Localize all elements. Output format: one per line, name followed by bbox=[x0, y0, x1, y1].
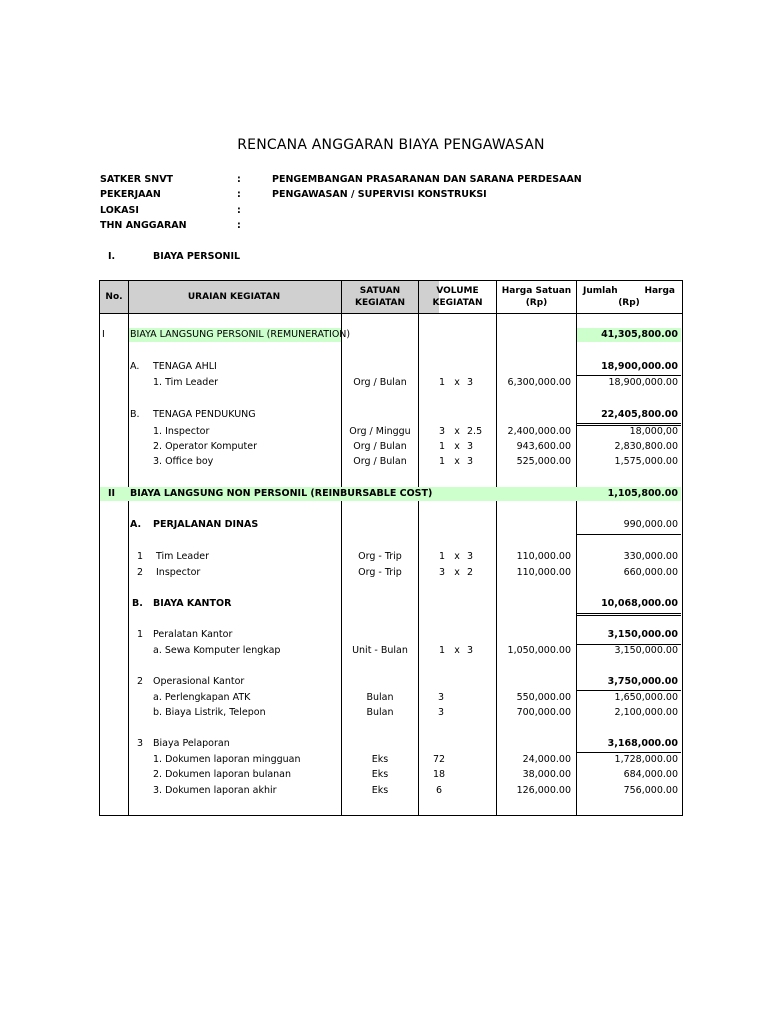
row-code: B. bbox=[130, 409, 140, 420]
total-underline bbox=[577, 423, 681, 424]
total-underline bbox=[577, 615, 681, 616]
row-volume-1: 1 bbox=[438, 551, 446, 562]
row-harga: 126,000.00 bbox=[516, 785, 571, 796]
row-volume-1: 6 bbox=[436, 785, 443, 796]
row-harga: 550,000.00 bbox=[516, 692, 571, 703]
row-code: A. bbox=[130, 361, 140, 372]
header-satuan bbox=[342, 281, 418, 313]
row-harga: 38,000.00 bbox=[522, 769, 571, 780]
row-volume-1: 3 bbox=[438, 707, 445, 718]
row-satuan: Org - Trip bbox=[358, 551, 402, 562]
row-satuan: Org / Bulan bbox=[353, 441, 407, 452]
info-colon: : bbox=[237, 220, 241, 231]
col-divider bbox=[128, 281, 129, 815]
info-label: LOKASI bbox=[100, 205, 139, 216]
row-satuan: Bulan bbox=[366, 692, 394, 703]
row-volume-1: 1 bbox=[438, 645, 446, 656]
col-divider bbox=[576, 281, 577, 815]
row-volume-2: 3 bbox=[467, 456, 474, 467]
row-jumlah: 756,000.00 bbox=[623, 785, 678, 796]
row-volume-x: x bbox=[454, 645, 460, 656]
row-total: 3,150,000.00 bbox=[607, 629, 678, 640]
info-value: PENGAWASAN / SUPERVISI KONSTRUKSI bbox=[272, 189, 487, 200]
row-total: 18,900,000.00 bbox=[601, 361, 678, 372]
info-colon: : bbox=[237, 189, 241, 200]
row-description: Operasional Kantor bbox=[153, 676, 245, 687]
col-divider bbox=[418, 281, 419, 815]
row-total: 1,105,800.00 bbox=[607, 488, 678, 499]
row-satuan: Eks bbox=[371, 754, 389, 765]
col-divider bbox=[496, 281, 497, 815]
row-volume-1: 3 bbox=[438, 426, 446, 437]
row-harga: 1,050,000.00 bbox=[507, 645, 571, 656]
row-volume-1: 1 bbox=[438, 456, 446, 467]
header-harga-line1: Harga Satuan bbox=[501, 286, 572, 296]
row-volume-x: x bbox=[454, 456, 460, 467]
col-divider bbox=[341, 281, 342, 815]
row-volume-2: 3 bbox=[467, 551, 474, 562]
header-jumlah-line1 bbox=[583, 285, 675, 297]
row-jumlah: 1,728,000.00 bbox=[614, 754, 678, 765]
row-volume-1: 1 bbox=[438, 377, 446, 388]
row-description: a. Sewa Komputer lengkap bbox=[153, 645, 281, 656]
row-jumlah: 18,900,000.00 bbox=[608, 377, 678, 388]
row-description: 1. Inspector bbox=[153, 426, 210, 437]
info-colon: : bbox=[237, 205, 241, 216]
row-description: BIAYA LANGSUNG PERSONIL (REMUNERATION) bbox=[130, 329, 351, 340]
header-satuan-line1: SATUAN bbox=[359, 286, 401, 296]
row-volume-2: 2 bbox=[467, 567, 474, 578]
row-description: Peralatan Kantor bbox=[153, 629, 233, 640]
row-description: 1. Dokumen laporan mingguan bbox=[153, 754, 301, 765]
row-satuan: Org / Minggu bbox=[349, 426, 411, 437]
row-harga: 700,000.00 bbox=[516, 707, 571, 718]
row-satuan: Bulan bbox=[366, 707, 394, 718]
header-jumlah-word: Jumlah bbox=[583, 286, 618, 296]
header-uraian: URAIAN KEGIATAN bbox=[187, 292, 281, 302]
header-harga-word: Harga bbox=[644, 286, 675, 296]
row-jumlah: 3,150,000.00 bbox=[614, 645, 678, 656]
row-volume-2: 3 bbox=[467, 441, 474, 452]
row-volume-1: 18 bbox=[433, 769, 446, 780]
row-harga: 943,600.00 bbox=[516, 441, 571, 452]
row-volume-x: x bbox=[454, 377, 460, 388]
info-label: SATKER SNVT bbox=[100, 174, 174, 185]
header-harga bbox=[497, 281, 576, 313]
row-item-number: 2 bbox=[137, 676, 144, 687]
row-volume-x: x bbox=[454, 551, 460, 562]
header-volume-line1: VOLUME bbox=[436, 286, 479, 296]
row-harga: 24,000.00 bbox=[522, 754, 571, 765]
row-item-number: 2 bbox=[137, 567, 144, 578]
row-satuan: Eks bbox=[371, 785, 389, 796]
total-underline bbox=[577, 613, 681, 614]
budget-table bbox=[99, 280, 683, 816]
row-description: 1. Tim Leader bbox=[153, 377, 219, 388]
header-jumlah-line2: (Rp) bbox=[618, 298, 640, 308]
row-description: TENAGA AHLI bbox=[153, 361, 217, 372]
row-description: Biaya Pelaporan bbox=[153, 738, 230, 749]
row-description: PERJALANAN DINAS bbox=[153, 519, 259, 530]
info-label: PEKERJAAN bbox=[100, 189, 161, 200]
row-item-number: 3 bbox=[137, 738, 144, 749]
row-satuan: Org - Trip bbox=[358, 567, 402, 578]
header-jumlah bbox=[577, 281, 681, 313]
row-volume-2: 3 bbox=[467, 645, 474, 656]
row-volume-1: 3 bbox=[438, 567, 446, 578]
row-volume-2: 2.5 bbox=[467, 426, 483, 437]
header-volume bbox=[419, 281, 496, 313]
row-total: 41,305,800.00 bbox=[601, 329, 678, 340]
row-description: BIAYA KANTOR bbox=[153, 598, 232, 609]
info-value: PENGEMBANGAN PRASARANAN DAN SARANA PERDESAAN bbox=[272, 174, 582, 185]
row-satuan: Org / Bulan bbox=[353, 377, 407, 388]
row-jumlah: 660,000.00 bbox=[623, 567, 678, 578]
row-satuan: Eks bbox=[371, 769, 389, 780]
row-jumlah: 1,575,000.00 bbox=[614, 456, 678, 467]
row-description: 2. Dokumen laporan bulanan bbox=[153, 769, 292, 780]
row-volume-1: 72 bbox=[433, 754, 446, 765]
row-harga: 2,400,000.00 bbox=[507, 426, 571, 437]
row-satuan: Unit - Bulan bbox=[352, 645, 408, 656]
total-underline bbox=[577, 534, 681, 535]
row-description: Inspector bbox=[156, 567, 201, 578]
row-jumlah: 18,000,00 bbox=[629, 426, 678, 437]
row-volume-2: 3 bbox=[467, 377, 474, 388]
header-harga-line2: (Rp) bbox=[525, 298, 548, 308]
info-label: THN ANGGARAN bbox=[100, 220, 187, 231]
row-total: 3,168,000.00 bbox=[607, 738, 678, 749]
row-description: 3. Dokumen laporan akhir bbox=[153, 785, 277, 796]
row-code: B. bbox=[132, 598, 143, 609]
page-title: RENCANA ANGGARAN BIAYA PENGAWASAN bbox=[237, 137, 545, 153]
row-total: 990,000.00 bbox=[623, 519, 678, 530]
row-jumlah: 2,100,000.00 bbox=[614, 707, 678, 718]
row-number: II bbox=[108, 488, 116, 499]
row-description: 3. Office boy bbox=[153, 456, 214, 467]
row-description: b. Biaya Listrik, Telepon bbox=[153, 707, 266, 718]
row-jumlah: 2,830,800.00 bbox=[614, 441, 678, 452]
row-total: 22,405,800.00 bbox=[601, 409, 678, 420]
row-description: 2. Operator Komputer bbox=[153, 441, 257, 452]
header-satuan-line2: KEGIATAN bbox=[354, 298, 406, 308]
header-volume-line2: KEGIATAN bbox=[432, 298, 483, 308]
row-item-number: 1 bbox=[137, 629, 144, 640]
row-volume-1: 3 bbox=[438, 692, 445, 703]
section-title: BIAYA PERSONIL bbox=[153, 251, 241, 262]
table-header bbox=[100, 281, 682, 314]
row-jumlah: 330,000.00 bbox=[623, 551, 678, 562]
row-volume-x: x bbox=[454, 441, 460, 452]
row-volume-1: 1 bbox=[438, 441, 446, 452]
row-code: A. bbox=[130, 519, 142, 530]
header-no: No. bbox=[105, 292, 123, 302]
row-harga: 110,000.00 bbox=[516, 551, 571, 562]
row-harga: 6,300,000.00 bbox=[507, 377, 571, 388]
row-jumlah: 684,000.00 bbox=[623, 769, 678, 780]
row-number: I bbox=[102, 329, 105, 340]
row-total: 3,750,000.00 bbox=[607, 676, 678, 687]
row-jumlah: 1,650,000.00 bbox=[614, 692, 678, 703]
info-colon: : bbox=[237, 174, 241, 185]
row-total: 10,068,000.00 bbox=[601, 598, 678, 609]
row-item-number: 1 bbox=[137, 551, 144, 562]
row-volume-x: x bbox=[454, 426, 460, 437]
row-satuan: Org / Bulan bbox=[353, 456, 407, 467]
row-description: BIAYA LANGSUNG NON PERSONIL (REINBURSABLE COST) bbox=[130, 488, 433, 499]
row-description: Tim Leader bbox=[156, 551, 209, 562]
row-description: TENAGA PENDUKUNG bbox=[153, 409, 256, 420]
row-harga: 110,000.00 bbox=[516, 567, 571, 578]
row-harga: 525,000.00 bbox=[516, 456, 571, 467]
row-description: a. Perlengkapan ATK bbox=[153, 692, 251, 703]
row-volume-x: x bbox=[454, 567, 460, 578]
section-number: I. bbox=[108, 251, 116, 262]
